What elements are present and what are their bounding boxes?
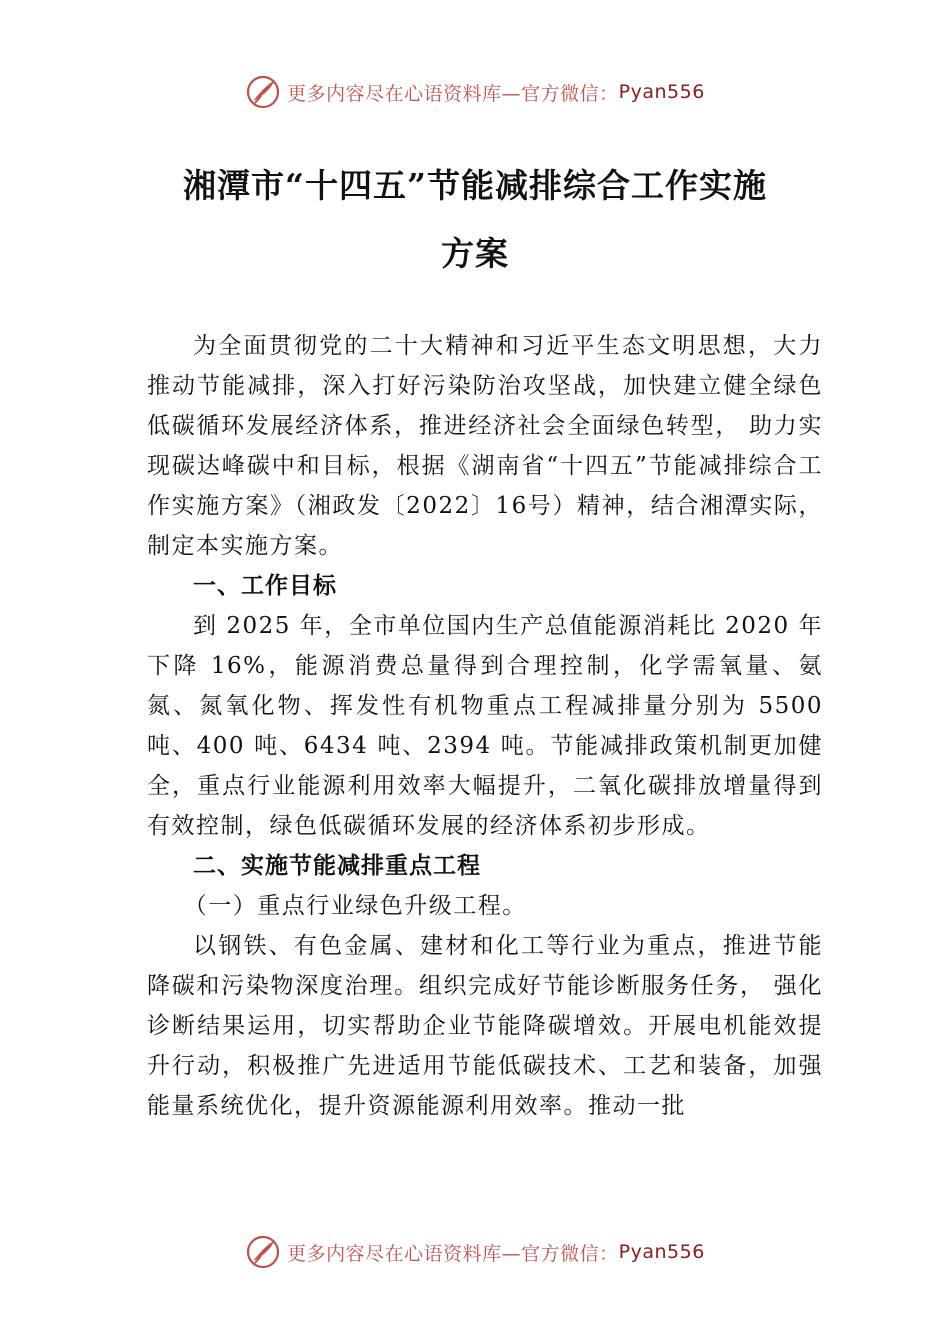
quill-logo-icon (245, 74, 281, 110)
document-title-line2: 方案 (441, 234, 509, 273)
header-wechat-id: Pyan556 (618, 81, 705, 103)
footer-banner-text: 更多内容尽在心语资料库—官方微信： (287, 1242, 619, 1265)
header-banner-text: 更多内容尽在心语资料库—官方微信： (287, 82, 619, 105)
document-title-line1: 湘潭市“十四五”节能减排综合工作实施 (183, 166, 767, 205)
section1-paragraph: 到 2025 年，全市单位国内生产总值能源消耗比 2020 年下降 16%，能源消费总量得到合理控制，化学需氧量、氨氮、氮氧化物、挥发性有机物重点工程减排量分别为 5500 吨、400 吨、6434 吨、2394 吨。节能减排政策机制更加健全，重点行业能源利用效率大幅提升，二氧化碳排放增量得到有效控制，绿色低碳循环发展的经济体系初步形成。 (147, 613, 823, 839)
quill-logo-icon (245, 1234, 281, 1270)
footer-banner (0, 1232, 950, 1272)
intro-paragraph: 为全面贯彻党的二十大精神和习近平生态文明思想，大力推动节能减排，深入打好污染防治攻坚战，加快建立健全绿色低碳循环发展经济体系，推进经济社会全面绿色转型， 助力实现碳达峰碳中和目标，根据《湖南省“十四五”节能减排综合工作实施方案》（湘政发〔2022〕16号）精神，结合湘潭实际，制定本实施方案。 (147, 333, 823, 559)
subsection1-heading: （一）重点行业绿色升级工程。 (183, 893, 527, 919)
footer-wechat-id: Pyan556 (618, 1241, 705, 1263)
section2-heading: 二、实施节能减排重点工程 (193, 853, 481, 879)
header-banner (0, 72, 950, 112)
document-body (147, 326, 823, 1126)
subsection1-paragraph: 以钢铁、有色金属、建材和化工等行业为重点，推进节能降碳和污染物深度治理。组织完成好节能诊断服务任务， 强化诊断结果运用，切实帮助企业节能降碳增效。开展电机能效提升行动，积极推广先进适用节能低碳技术、工艺和装备，加强能量系统优化，提升资源能源利用效率。推动一批 (147, 933, 823, 1119)
section1-heading: 一、工作目标 (193, 573, 337, 599)
